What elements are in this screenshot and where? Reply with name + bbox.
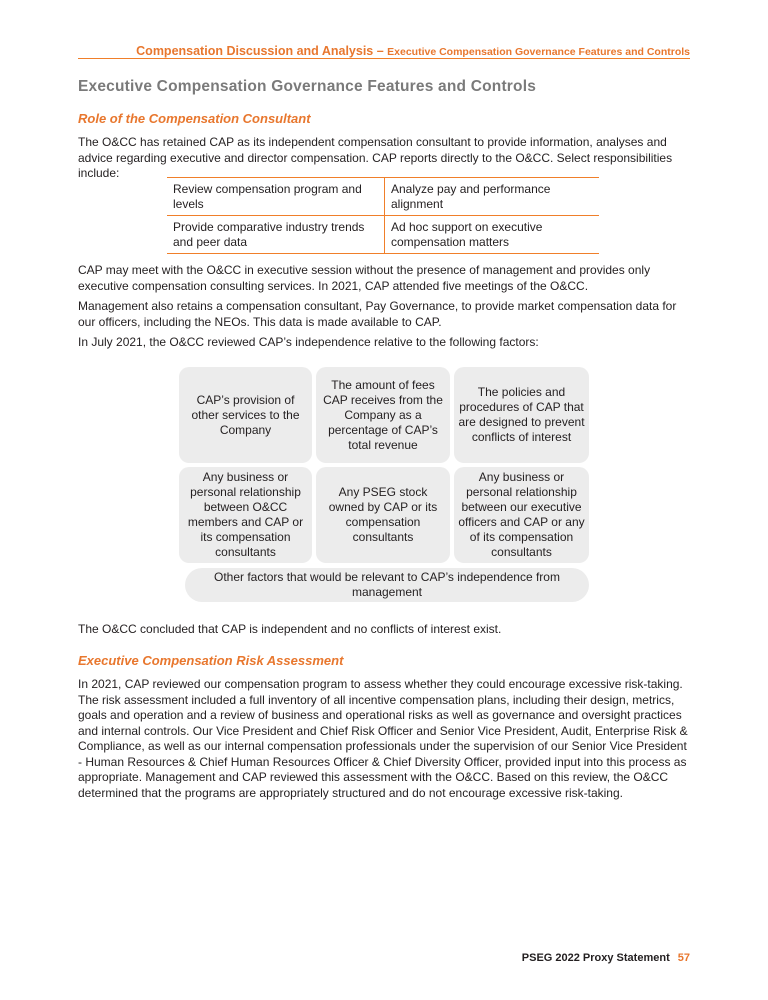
factor-box: Any PSEG stock owned by CAP or its compensation consultants — [316, 467, 450, 563]
risk-body: In 2021, CAP reviewed our compensation program to assess whether they could encourage excessive risk-taking. The risk assessment included a full inventory of all incentive compensation plans, including their design, metrics, goals and operation and a review of business and operational risks as well as governance and oversight practices and internal controls. Our Vice President and Chief Risk Officer and Senior Vice President, Audit, Enterprise Risk & Compliance, as well as our internal compensation professionals under the supervision of our Senior Vice President - Human Resources & Chief Human Resources Officer & Chief Diversity Officer, provided input into this process as appropriate. Management and CAP reviewed this assessment with the O&CC. Based on this review, the O&CC determined that the programs are appropriately structured and do not encourage excessive risk-taking. — [78, 677, 688, 800]
consultant-conclusion: The O&CC concluded that CAP is independent and no conflicts of interest exist. — [78, 622, 502, 636]
factor-box: CAP’s provision of other services to the Company — [179, 367, 312, 463]
risk-heading: Executive Compensation Risk Assessment — [78, 653, 344, 668]
table-cell: Review compensation program and levels — [167, 178, 385, 216]
table-row — [167, 178, 599, 216]
header-section: Compensation Discussion and Analysis — [136, 44, 374, 58]
table-cell: Analyze pay and performance alignment — [385, 178, 600, 216]
page-number: 57 — [677, 952, 690, 964]
factor-box-wide: Other factors that would be relevant to CAP’s independence from management — [185, 568, 589, 602]
page-title: Executive Compensation Governance Features and Controls — [78, 78, 537, 95]
factor-box: The amount of fees CAP receives from the Company as a percentage of CAP’s total revenue — [316, 367, 450, 463]
footer-doc-title: PSEG 2022 Proxy Statement — [521, 952, 670, 964]
factor-box: Any business or personal relationship between O&CC members and CAP or its compensation consultants — [179, 467, 312, 563]
factor-box: The policies and procedures of CAP that are designed to prevent conflicts of interest — [454, 367, 589, 463]
page-footer — [522, 952, 690, 964]
responsibilities-table — [167, 177, 599, 254]
consultant-heading: Role of the Compensation Consultant — [78, 111, 311, 126]
table-cell: Ad hoc support on executive compensation matters — [385, 216, 600, 254]
table-cell: Provide comparative industry trends and peer data — [167, 216, 385, 254]
table-row — [167, 216, 599, 254]
consultant-paragraph-4: In July 2021, the O&CC reviewed CAP’s independence relative to the following factors: — [78, 335, 539, 349]
consultant-paragraph-2: CAP may meet with the O&CC in executive session without the presence of management and provides only executive compensation consulting services. In 2021, CAP attended five meetings of the O&CC. — [78, 263, 651, 293]
consultant-intro: The O&CC has retained CAP as its independent compensation consultant to provide information, analyses and advice regarding executive and director compensation. CAP reports directly to the O&CC. Select responsibilities include: — [78, 135, 673, 180]
running-header — [78, 42, 690, 59]
factor-box: Any business or personal relationship between our executive officers and CAP or any of its compensation consultants — [454, 467, 589, 563]
consultant-paragraph-3: Management also retains a compensation consultant, Pay Governance, to provide market compensation data for our officers, including the NEOs. This data is made available to CAP. — [78, 299, 677, 329]
header-subsection: Executive Compensation Governance Features and Controls — [387, 46, 690, 58]
header-separator: – — [373, 44, 388, 58]
